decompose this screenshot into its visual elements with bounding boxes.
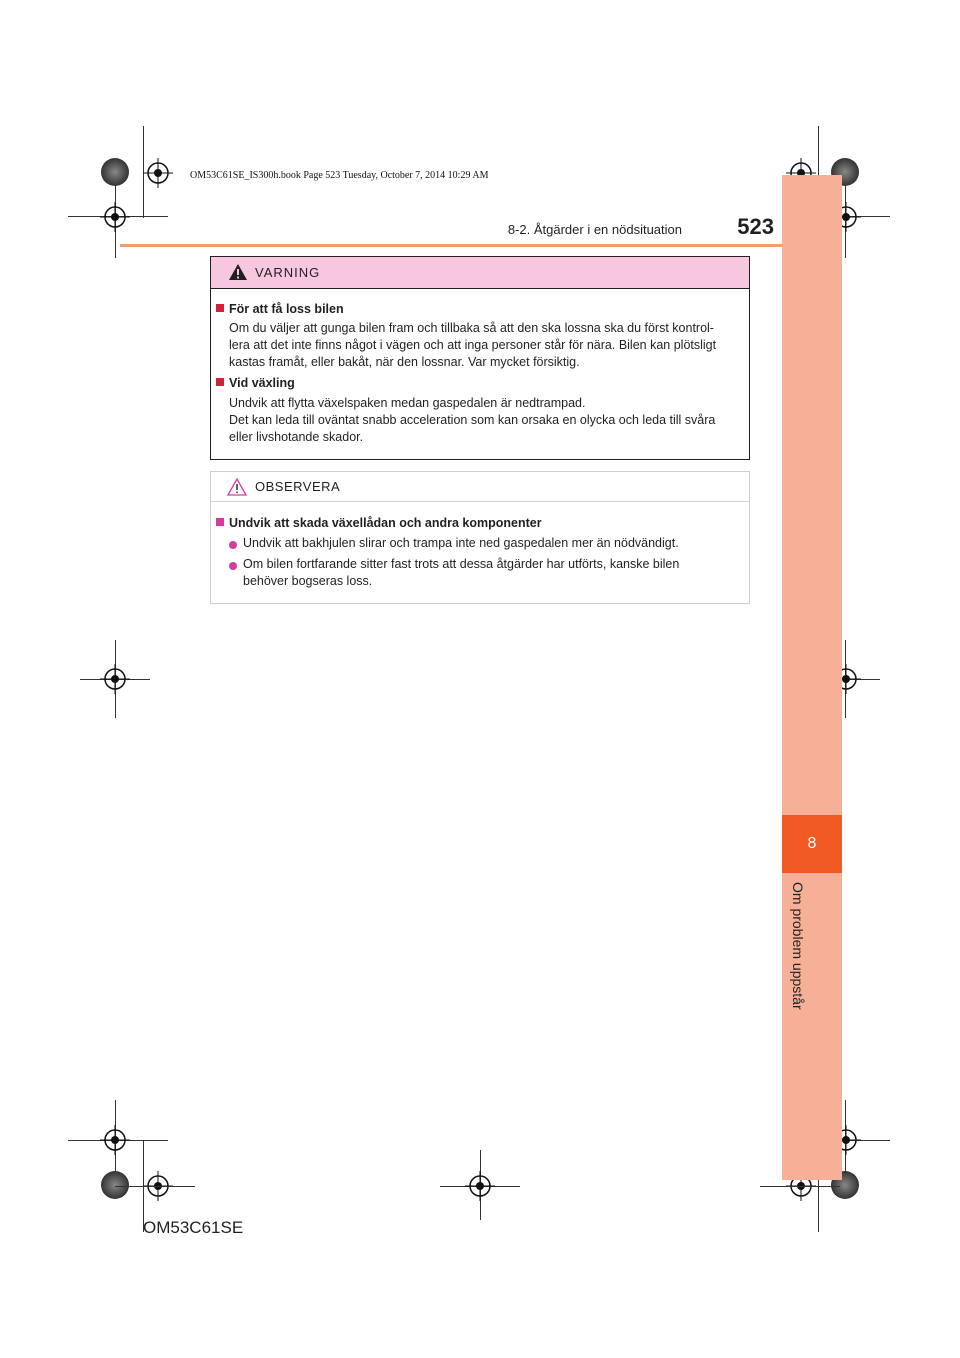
notice-bullet-text <box>243 556 743 590</box>
text-line: kastas framåt, eller bakåt, när den lossnar. Var mycket försiktig. <box>229 355 580 369</box>
section-title: 8-2. Åtgärder i en nödsituation <box>507 222 682 237</box>
square-bullet-icon <box>216 304 224 312</box>
registration-dot <box>101 1171 129 1199</box>
registration-crosshair <box>100 202 130 232</box>
text-line: eller livshotande skador. <box>229 430 364 444</box>
text-line: Om du väljer att gunga bilen fram och tillbaka så att den ska lossna ska du först kontrol- <box>229 321 714 335</box>
text-line: Undvik att flytta växelspaken medan gaspedalen är nedtrampad. <box>229 396 586 410</box>
registration-crosshair <box>143 158 173 188</box>
chapter-label-text: Om problem uppstår <box>790 882 806 1010</box>
warning-heading: VARNING <box>255 265 321 280</box>
text-line: Det kan leda till oväntat snabb acceleration som kan orsaka en olycka och leda till svåra <box>229 413 716 427</box>
text-line: lera att det inte finns något i vägen och att inga personer står för nära. Bilen kan plötsligt <box>229 338 717 352</box>
document-code: OM53C61SE <box>143 1218 244 1237</box>
text-line: Undvik att bakhjulen slirar och trampa inte ned gaspedalen mer än nödvändigt. <box>243 536 679 550</box>
notice-bullet-text <box>243 535 679 552</box>
registration-crosshair <box>100 1125 130 1155</box>
chapter-side-label <box>788 882 812 1022</box>
warning-item-title <box>216 302 344 316</box>
warning-item-body <box>229 395 715 446</box>
chapter-number-tab: 8 <box>782 815 842 873</box>
header-rule <box>120 244 782 247</box>
crop-mark <box>760 1186 840 1187</box>
text-line: behöver bogseras loss. <box>243 574 373 588</box>
round-bullet-icon <box>229 562 237 570</box>
notice-header <box>211 472 749 502</box>
text-line: Om bilen fortfarande sitter fast trots att dessa åtgärder har utförts, kanske bilen <box>243 557 680 571</box>
registration-dot <box>101 158 129 186</box>
warning-triangle-icon <box>228 263 248 281</box>
chapter-side-band <box>782 175 842 1180</box>
warning-item-title-text: Vid växling <box>229 376 295 390</box>
caution-triangle-icon <box>226 477 248 497</box>
warning-header <box>211 257 749 289</box>
file-stamp: OM53C61SE_IS300h.book Page 523 Tuesday, October 7, 2014 10:29 AM <box>190 170 489 181</box>
square-bullet-icon <box>216 378 224 386</box>
registration-crosshair <box>465 1171 495 1201</box>
notice-heading: OBSERVERA <box>255 479 341 494</box>
round-bullet-icon <box>229 541 237 549</box>
warning-item-body <box>229 320 716 371</box>
warning-item-title-text: För att få loss bilen <box>229 302 344 316</box>
crop-mark <box>115 1186 195 1187</box>
page-number: 523 <box>737 214 774 239</box>
registration-crosshair <box>100 664 130 694</box>
square-bullet-icon <box>216 518 224 526</box>
warning-item-title <box>216 376 295 390</box>
notice-title-text: Undvik att skada växellådan och andra komponenter <box>229 516 542 530</box>
notice-title <box>216 516 542 530</box>
